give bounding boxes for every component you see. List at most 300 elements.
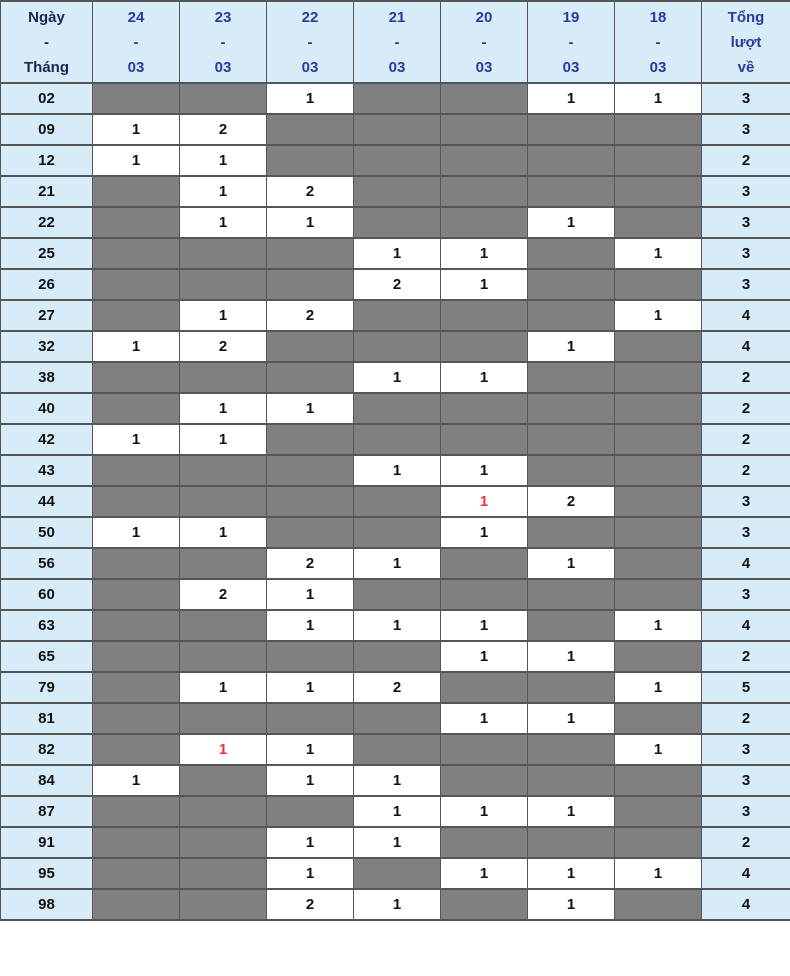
freq-cell-empty [180,486,267,517]
freq-value: 2 [218,121,228,138]
freq-value: 1 [392,772,402,789]
row-total: 3 [702,765,790,796]
freq-cell-empty [615,176,702,207]
freq-value: 1 [479,617,489,634]
freq-value: 1 [218,400,228,417]
freq-cell-empty [615,362,702,393]
freq-value: 1 [566,338,576,355]
freq-cell-empty [615,796,702,827]
freq-cell [180,331,267,362]
freq-value: 1 [566,648,576,665]
row-total: 3 [702,114,790,145]
freq-cell-empty [441,579,528,610]
freq-cell-empty [615,455,702,486]
table-row-50 [1,517,790,548]
row-label: 65 [1,641,93,672]
freq-cell-empty [180,827,267,858]
freq-cell [441,858,528,889]
col-header-line: 23 [214,8,232,26]
freq-cell [441,517,528,548]
freq-value: 1 [479,276,489,293]
freq-cell [615,83,702,114]
freq-cell-empty [93,672,180,703]
freq-cell-empty [528,672,615,703]
freq-cell-empty [528,765,615,796]
table-row-42 [1,424,790,455]
freq-cell-empty [93,703,180,734]
freq-cell [528,703,615,734]
freq-value: 1 [392,555,402,572]
freq-cell-empty [180,703,267,734]
freq-cell-empty [354,176,441,207]
freq-cell-empty [267,455,354,486]
freq-cell [180,393,267,424]
freq-cell [267,734,354,765]
row-total: 3 [702,796,790,827]
freq-cell [267,579,354,610]
col-header-line: Ngày [28,8,65,26]
freq-cell [354,765,441,796]
freq-cell-empty [93,734,180,765]
freq-value-red: 1 [218,741,228,758]
freq-value: 1 [653,679,663,696]
table-row-56 [1,548,790,579]
freq-cell-empty [93,176,180,207]
col-header-line: 03 [562,58,580,76]
row-label: 81 [1,703,93,734]
freq-cell [354,548,441,579]
col-header-line: - [394,33,400,51]
freq-value-red: 1 [479,493,489,510]
col-header-line: - [481,33,487,51]
col-header-21-03 [354,1,441,83]
freq-cell-empty [180,455,267,486]
freq-cell [180,145,267,176]
freq-cell-empty [528,393,615,424]
row-total: 4 [702,858,790,889]
freq-value: 1 [392,896,402,913]
col-header-line: 03 [301,58,319,76]
freq-cell-empty [267,269,354,300]
freq-value: 2 [218,338,228,355]
freq-value: 1 [305,617,315,634]
freq-cell-empty [93,269,180,300]
freq-cell-empty [528,269,615,300]
col-header-line: - [568,33,574,51]
freq-value: 1 [479,803,489,820]
freq-cell-empty [93,827,180,858]
freq-cell-empty [267,486,354,517]
freq-value: 1 [305,679,315,696]
freq-cell-empty [93,796,180,827]
freq-value: 1 [479,369,489,386]
row-label: 63 [1,610,93,641]
freq-cell-empty [267,331,354,362]
freq-value: 1 [305,741,315,758]
freq-cell-empty [441,393,528,424]
freq-cell [528,486,615,517]
row-label: 22 [1,207,93,238]
freq-cell-empty [354,579,441,610]
freq-value: 1 [653,307,663,324]
col-header-line: 18 [649,8,667,26]
freq-value: 1 [218,431,228,448]
freq-cell-empty [180,610,267,641]
freq-cell [354,672,441,703]
freq-cell-empty [441,83,528,114]
freq-cell-empty [441,114,528,145]
freq-cell-empty [615,579,702,610]
freq-cell-empty [528,827,615,858]
freq-value: 1 [566,214,576,231]
table-row-09 [1,114,790,145]
row-total: 2 [702,703,790,734]
freq-cell-empty [180,889,267,920]
freq-cell-empty [441,424,528,455]
freq-value: 1 [305,90,315,107]
freq-cell-empty [615,269,702,300]
row-total: 3 [702,269,790,300]
freq-cell-empty [528,114,615,145]
freq-value: 1 [131,431,141,448]
row-label: 50 [1,517,93,548]
col-header-24-03 [93,1,180,83]
row-total: 5 [702,672,790,703]
row-label: 91 [1,827,93,858]
freq-value: 1 [218,679,228,696]
table-header [1,1,790,83]
freq-value: 2 [566,493,576,510]
freq-cell-empty [267,238,354,269]
freq-cell [267,889,354,920]
freq-cell-empty [93,486,180,517]
freq-cell [180,734,267,765]
freq-cell [267,300,354,331]
freq-value: 1 [653,865,663,882]
table-row-81 [1,703,790,734]
row-label: 38 [1,362,93,393]
freq-cell [441,486,528,517]
freq-cell-empty [528,176,615,207]
row-label: 40 [1,393,93,424]
freq-cell [180,207,267,238]
freq-cell-empty [180,858,267,889]
row-total: 3 [702,176,790,207]
freq-cell-empty [93,548,180,579]
row-label: 56 [1,548,93,579]
table-row-79 [1,672,790,703]
freq-cell-empty [441,207,528,238]
freq-cell [441,703,528,734]
freq-cell-empty [93,362,180,393]
freq-value: 1 [566,865,576,882]
col-header-20-03 [441,1,528,83]
row-total: 2 [702,362,790,393]
freq-cell [354,455,441,486]
freq-cell [354,827,441,858]
freq-cell-empty [180,796,267,827]
row-label: 84 [1,765,93,796]
freq-value: 1 [218,307,228,324]
freq-cell [441,455,528,486]
col-header-ngay-thang [1,1,93,83]
col-header-line: 21 [388,8,406,26]
freq-cell-empty [441,331,528,362]
table-row-82 [1,734,790,765]
freq-cell [441,238,528,269]
row-label: 12 [1,145,93,176]
freq-cell-empty [615,517,702,548]
freq-cell [267,672,354,703]
freq-cell-empty [93,610,180,641]
table-row-38 [1,362,790,393]
freq-cell-empty [354,858,441,889]
freq-cell-empty [354,486,441,517]
freq-cell [267,548,354,579]
freq-value: 1 [218,152,228,169]
freq-cell [441,610,528,641]
row-label: 26 [1,269,93,300]
freq-cell-empty [354,331,441,362]
freq-cell-empty [180,641,267,672]
freq-cell [93,331,180,362]
freq-cell-empty [615,765,702,796]
freq-value: 1 [305,865,315,882]
row-total: 3 [702,238,790,269]
freq-cell-empty [441,548,528,579]
freq-cell-empty [93,858,180,889]
freq-value: 1 [392,245,402,262]
freq-cell-empty [93,393,180,424]
freq-cell-empty [93,83,180,114]
freq-cell [180,517,267,548]
freq-cell-empty [615,331,702,362]
freq-cell-empty [180,238,267,269]
freq-cell-empty [528,145,615,176]
freq-cell [354,238,441,269]
row-total: 2 [702,827,790,858]
freq-cell [615,238,702,269]
freq-value: 1 [131,121,141,138]
freq-cell [615,858,702,889]
freq-value: 1 [131,772,141,789]
freq-cell [528,83,615,114]
freq-value: 1 [218,214,228,231]
row-label: 09 [1,114,93,145]
freq-cell [93,424,180,455]
freq-cell [93,765,180,796]
row-total: 4 [702,548,790,579]
row-label: 43 [1,455,93,486]
freq-cell [180,672,267,703]
col-header-line: 24 [127,8,145,26]
freq-cell-empty [354,83,441,114]
col-header-tong-luot-ve [702,1,790,83]
freq-value: 1 [566,710,576,727]
freq-cell-empty [93,455,180,486]
row-label: 95 [1,858,93,889]
table-row-63 [1,610,790,641]
freq-cell [615,610,702,641]
freq-value: 1 [305,400,315,417]
freq-cell-empty [615,114,702,145]
table-row-27 [1,300,790,331]
row-total: 3 [702,486,790,517]
col-header-22-03 [267,1,354,83]
freq-value: 1 [479,648,489,665]
freq-cell-empty [528,734,615,765]
freq-cell-empty [615,889,702,920]
freq-cell [528,889,615,920]
table-row-40 [1,393,790,424]
row-label: 60 [1,579,93,610]
freq-value: 1 [218,183,228,200]
freq-cell [354,796,441,827]
freq-cell-empty [267,424,354,455]
col-header-line: lượt [730,33,762,51]
row-label: 21 [1,176,93,207]
freq-cell [528,207,615,238]
freq-cell [441,796,528,827]
freq-cell-empty [441,176,528,207]
col-header-line: - [133,33,139,51]
freq-cell-empty [354,145,441,176]
freq-value: 1 [653,741,663,758]
col-header-line: về [737,58,755,76]
freq-value: 1 [566,896,576,913]
freq-cell-empty [354,703,441,734]
row-total: 4 [702,610,790,641]
freq-cell-empty [354,734,441,765]
freq-cell [615,734,702,765]
freq-cell [528,331,615,362]
row-label: 79 [1,672,93,703]
row-total: 2 [702,393,790,424]
freq-value: 1 [566,555,576,572]
row-label: 87 [1,796,93,827]
col-header-line: 20 [475,8,493,26]
freq-cell-empty [441,889,528,920]
freq-cell-empty [528,455,615,486]
freq-value: 1 [479,710,489,727]
freq-cell [267,858,354,889]
freq-cell [354,610,441,641]
table-row-02 [1,83,790,114]
table-body [1,83,790,920]
row-total: 3 [702,83,790,114]
freq-cell-empty [180,548,267,579]
freq-cell-empty [441,145,528,176]
freq-cell [267,393,354,424]
table-row-12 [1,145,790,176]
row-label: 25 [1,238,93,269]
table-row-95 [1,858,790,889]
freq-cell-empty [528,610,615,641]
freq-cell-empty [528,362,615,393]
freq-cell [441,362,528,393]
freq-value: 1 [131,524,141,541]
freq-value: 1 [653,617,663,634]
freq-cell-empty [528,424,615,455]
freq-cell-empty [615,548,702,579]
freq-cell [267,765,354,796]
freq-cell-empty [615,393,702,424]
freq-cell-empty [354,114,441,145]
freq-value: 1 [305,772,315,789]
freq-cell-empty [615,641,702,672]
freq-cell-empty [180,83,267,114]
freq-value: 1 [131,152,141,169]
row-total: 3 [702,579,790,610]
freq-cell-empty [267,145,354,176]
col-header-line: 22 [301,8,319,26]
freq-cell-empty [441,672,528,703]
freq-value: 1 [479,462,489,479]
freq-value: 1 [392,803,402,820]
table-row-21 [1,176,790,207]
freq-cell [441,641,528,672]
freq-cell-empty [93,889,180,920]
col-header-line: 03 [388,58,406,76]
freq-value: 1 [479,865,489,882]
freq-cell-empty [615,145,702,176]
row-total: 3 [702,207,790,238]
freq-cell-empty [615,424,702,455]
freq-cell [615,672,702,703]
col-header-line: - [655,33,661,51]
freq-cell-empty [441,765,528,796]
row-total: 4 [702,889,790,920]
freq-cell [180,579,267,610]
freq-cell [180,114,267,145]
row-label: 82 [1,734,93,765]
freq-cell-empty [267,641,354,672]
freq-cell-empty [93,300,180,331]
freq-cell [267,83,354,114]
freq-cell-empty [267,362,354,393]
freq-cell [180,176,267,207]
freq-value: 1 [392,462,402,479]
freq-value: 2 [392,276,402,293]
freq-cell-empty [180,362,267,393]
freq-value: 2 [392,679,402,696]
freq-cell-empty [267,517,354,548]
col-header-23-03 [180,1,267,83]
row-total: 3 [702,517,790,548]
col-header-line: 19 [562,8,580,26]
freq-cell [93,114,180,145]
freq-cell [267,827,354,858]
table-row-22 [1,207,790,238]
row-label: 02 [1,83,93,114]
freq-cell [528,858,615,889]
freq-value: 1 [392,369,402,386]
col-header-line: 03 [649,58,667,76]
freq-cell-empty [93,238,180,269]
freq-value: 1 [566,90,576,107]
row-total: 2 [702,641,790,672]
row-total: 2 [702,145,790,176]
freq-cell-empty [93,579,180,610]
freq-cell-empty [354,393,441,424]
col-header-18-03 [615,1,702,83]
row-label: 44 [1,486,93,517]
row-total: 4 [702,331,790,362]
row-label: 42 [1,424,93,455]
col-header-19-03 [528,1,615,83]
freq-cell [267,207,354,238]
freq-cell-empty [615,486,702,517]
